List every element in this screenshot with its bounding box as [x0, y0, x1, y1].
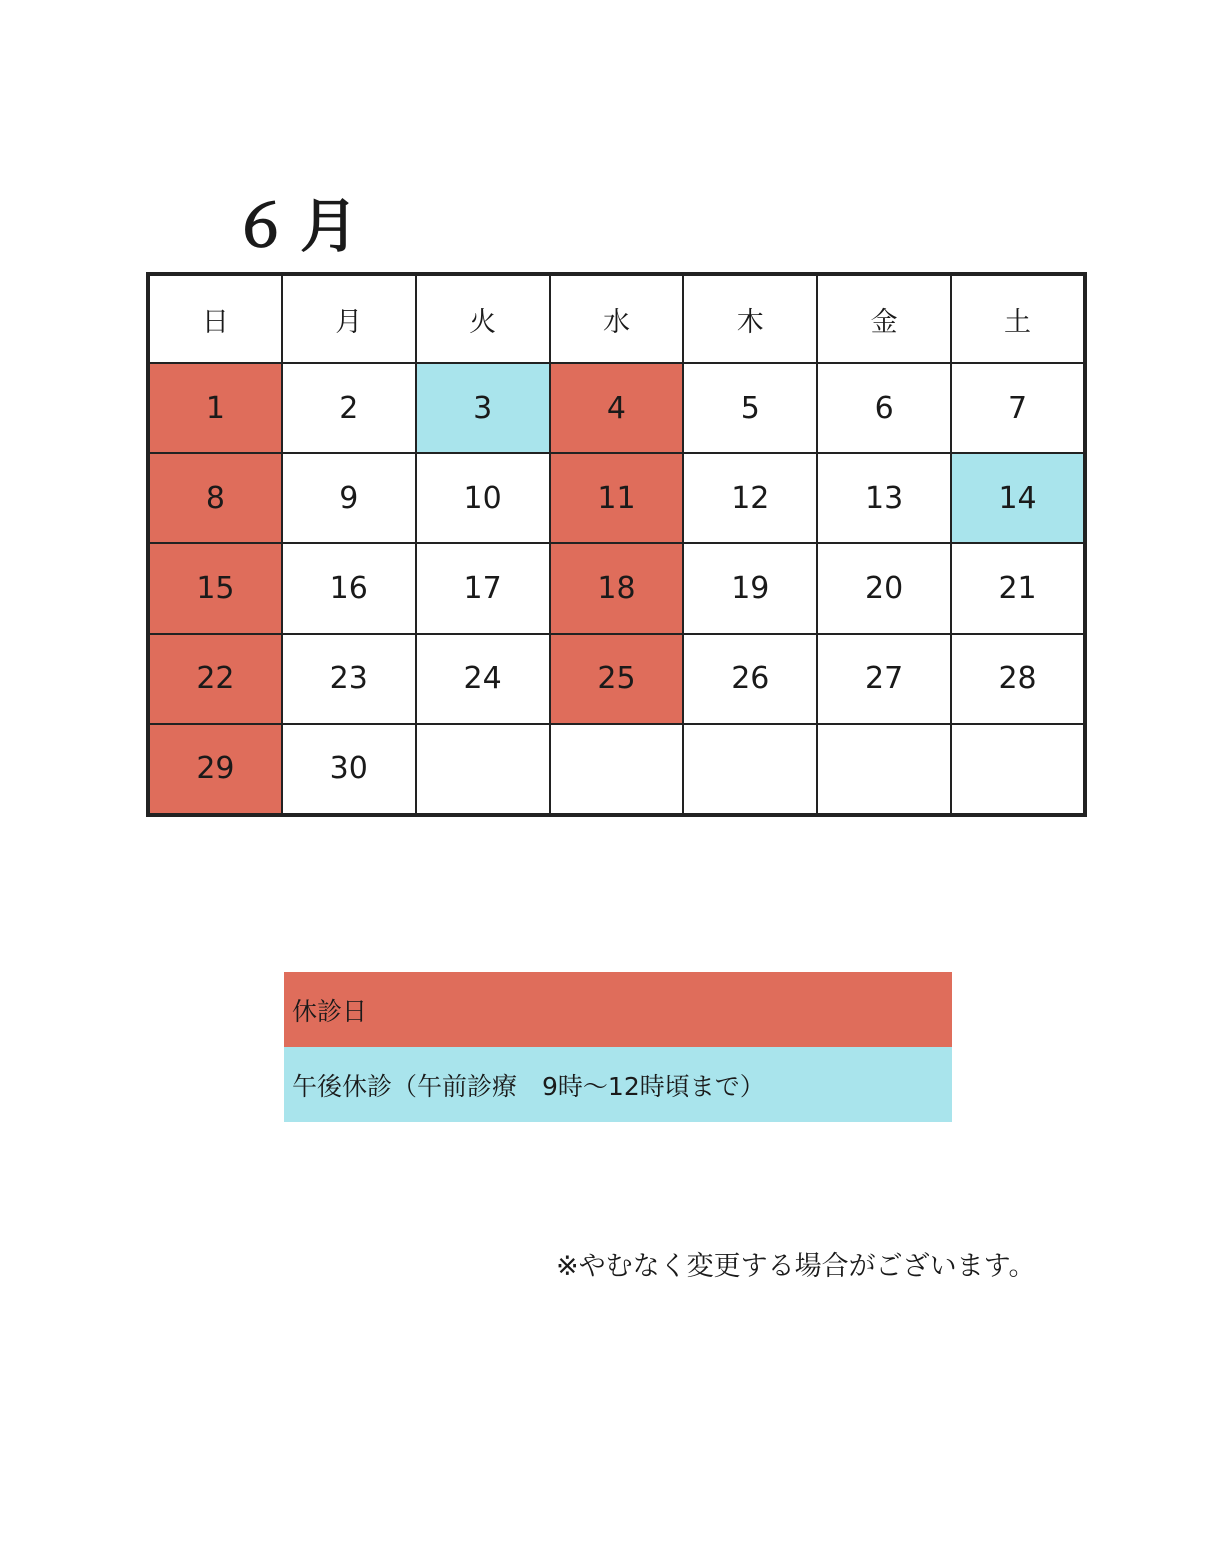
weekday-thu: 木: [683, 274, 817, 363]
weekday-header-row: [148, 274, 1085, 363]
day-cell: 26: [683, 634, 817, 724]
legend-closed-day: 休診日: [284, 972, 952, 1047]
week-row: [148, 453, 1085, 543]
day-cell-closed: 4: [550, 363, 684, 453]
week-row: [148, 543, 1085, 633]
empty-cell: [416, 724, 550, 815]
day-cell: 16: [282, 543, 416, 633]
empty-cell: [550, 724, 684, 815]
day-cell-closed: 22: [148, 634, 282, 724]
week-row: [148, 363, 1085, 453]
day-cell: 17: [416, 543, 550, 633]
day-cell: 12: [683, 453, 817, 543]
day-cell: 5: [683, 363, 817, 453]
day-cell: 27: [817, 634, 951, 724]
day-cell: 2: [282, 363, 416, 453]
weekday-sat: 土: [951, 274, 1085, 363]
day-cell-afternoon-closed: 14: [951, 453, 1085, 543]
day-cell: 28: [951, 634, 1085, 724]
week-row: [148, 634, 1085, 724]
day-cell-closed: 15: [148, 543, 282, 633]
day-cell: 20: [817, 543, 951, 633]
day-cell-closed: 29: [148, 724, 282, 815]
month-title: ６月: [232, 192, 369, 260]
empty-cell: [951, 724, 1085, 815]
day-cell-closed: 25: [550, 634, 684, 724]
day-cell: 9: [282, 453, 416, 543]
day-cell-afternoon-closed: 3: [416, 363, 550, 453]
day-cell-closed: 1: [148, 363, 282, 453]
day-cell: 19: [683, 543, 817, 633]
weekday-mon: 月: [282, 274, 416, 363]
day-cell-closed: 8: [148, 453, 282, 543]
legend-afternoon-closed: 午後休診（午前診療 9時～12時頃まで）: [284, 1047, 952, 1122]
calendar-table: [146, 272, 1087, 817]
weekday-tue: 火: [416, 274, 550, 363]
day-cell: 10: [416, 453, 550, 543]
day-cell-closed: 18: [550, 543, 684, 633]
week-row: [148, 724, 1085, 815]
empty-cell: [817, 724, 951, 815]
day-cell: 24: [416, 634, 550, 724]
day-cell: 6: [817, 363, 951, 453]
day-cell: 23: [282, 634, 416, 724]
day-cell: 13: [817, 453, 951, 543]
day-cell-closed: 11: [550, 453, 684, 543]
weekday-wed: 水: [550, 274, 684, 363]
empty-cell: [683, 724, 817, 815]
change-notice: ※やむなく変更する場合がございます。: [556, 1251, 1036, 1282]
day-cell: 21: [951, 543, 1085, 633]
weekday-sun: 日: [148, 274, 282, 363]
day-cell: 7: [951, 363, 1085, 453]
day-cell: 30: [282, 724, 416, 815]
weekday-fri: 金: [817, 274, 951, 363]
legend: [284, 972, 952, 1122]
